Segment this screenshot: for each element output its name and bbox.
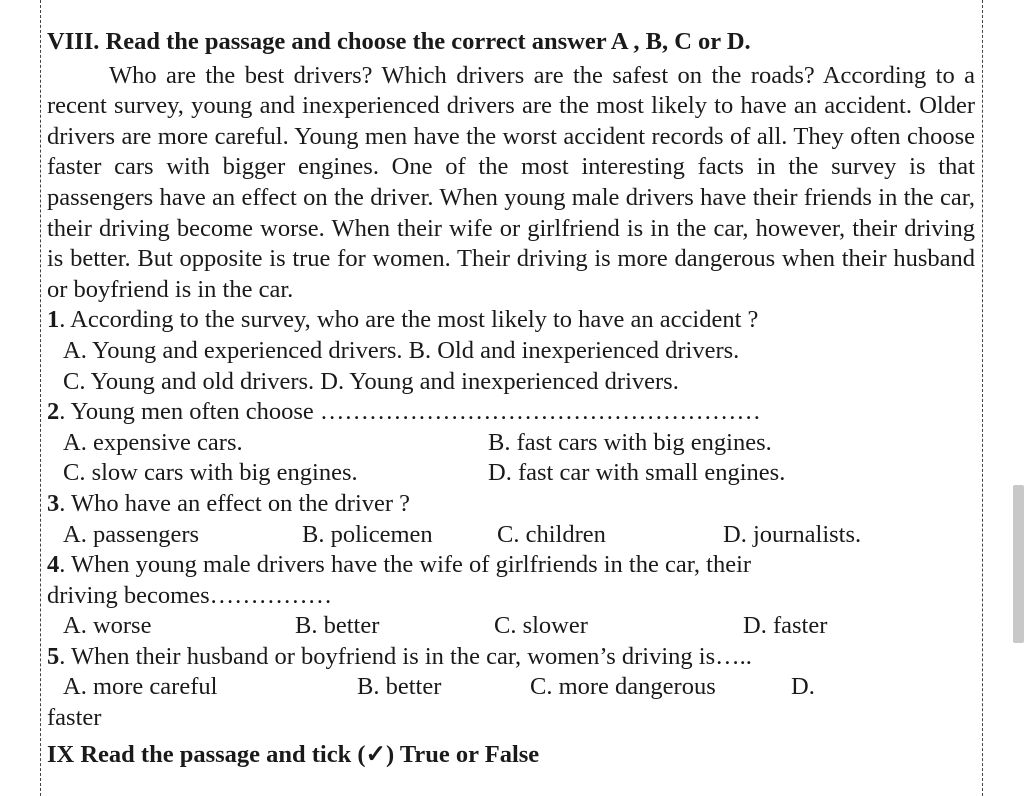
option-a: A. passengers xyxy=(63,520,200,548)
option-a: A. more careful xyxy=(63,673,218,701)
page-border-left xyxy=(40,0,41,796)
reading-passage: Who are the best drivers? Which drivers are the safest on the roads? According to a recent survey, young and inexperienced drivers are the most likely to have an accident. Older drivers are more careful. Young men have the worst accident records of all. They often choose faster cars with bigger engines. One of the most interesting facts in the survey is that passengers have an effect on the driver. When young male drivers have their friends in the car, their driving become worse. When their wife or girlfriend is in the car, however, their driving is better. But opposite is true for women. Their driving is more dangerous when their husband or boyfriend is in the car. xyxy=(47,61,975,303)
option-d: D. fast car with small engines. xyxy=(488,459,786,487)
question-text: . When their husband or boyfriend is in the car, women’s driving is….. xyxy=(59,642,752,670)
option-a: A. worse xyxy=(63,612,152,640)
question-2 xyxy=(47,397,975,428)
question-4-continued: driving becomes…………… xyxy=(47,581,333,609)
option-c: C. more dangerous xyxy=(530,673,716,701)
option-b: B. policemen xyxy=(302,520,433,548)
question-5-option-d-wrap: faster xyxy=(47,704,102,732)
option-c: C. children xyxy=(497,520,606,548)
question-1 xyxy=(47,305,975,336)
question-text: . Who have an effect on the driver ? xyxy=(59,489,411,517)
question-5 xyxy=(47,642,975,673)
question-4-options xyxy=(47,611,975,642)
question-number: 5 xyxy=(47,642,60,670)
question-number: 1 xyxy=(47,306,60,334)
question-2-options-row-2 xyxy=(47,458,975,489)
question-5-options xyxy=(47,672,975,703)
question-3 xyxy=(47,489,975,520)
option-d: D. faster xyxy=(743,612,828,640)
exercise-content xyxy=(47,27,975,770)
option-b: B. better xyxy=(295,612,380,640)
option-b: B. fast cars with big engines. xyxy=(488,428,772,456)
question-number: 4 xyxy=(47,551,60,579)
option-c: C. slower xyxy=(494,612,588,640)
option-a: A. expensive cars. xyxy=(63,428,243,456)
vertical-scrollbar-thumb[interactable] xyxy=(1013,485,1024,643)
question-text: . According to the survey, who are the most likely to have an accident ? xyxy=(59,306,759,334)
question-text: . When young male drivers have the wife of girlfriends in the car, their xyxy=(59,551,752,579)
next-section-title: IX Read the passage and tick (✓) True or False xyxy=(47,740,540,768)
option-b: B. better xyxy=(357,673,442,701)
option-d: D. xyxy=(791,673,815,701)
option-d: D. journalists. xyxy=(723,520,862,548)
section-title: VIII. Read the passage and choose the correct answer A , B, C or D. xyxy=(47,28,751,55)
option-c: C. slow cars with big engines. xyxy=(63,459,358,487)
question-2-options-row-1 xyxy=(47,428,975,459)
question-4 xyxy=(47,550,975,581)
question-1-options-line-1: A. Young and experienced drivers. B. Old and inexperienced drivers. xyxy=(63,336,740,364)
question-text: . Young men often choose ……………………………………………… xyxy=(59,398,761,426)
question-3-options xyxy=(47,520,975,551)
page-border-right xyxy=(982,0,983,796)
question-number: 3 xyxy=(47,489,60,517)
question-1-options-line-2: C. Young and old drivers. D. Young and inexperienced drivers. xyxy=(63,367,679,395)
question-number: 2 xyxy=(47,398,60,426)
